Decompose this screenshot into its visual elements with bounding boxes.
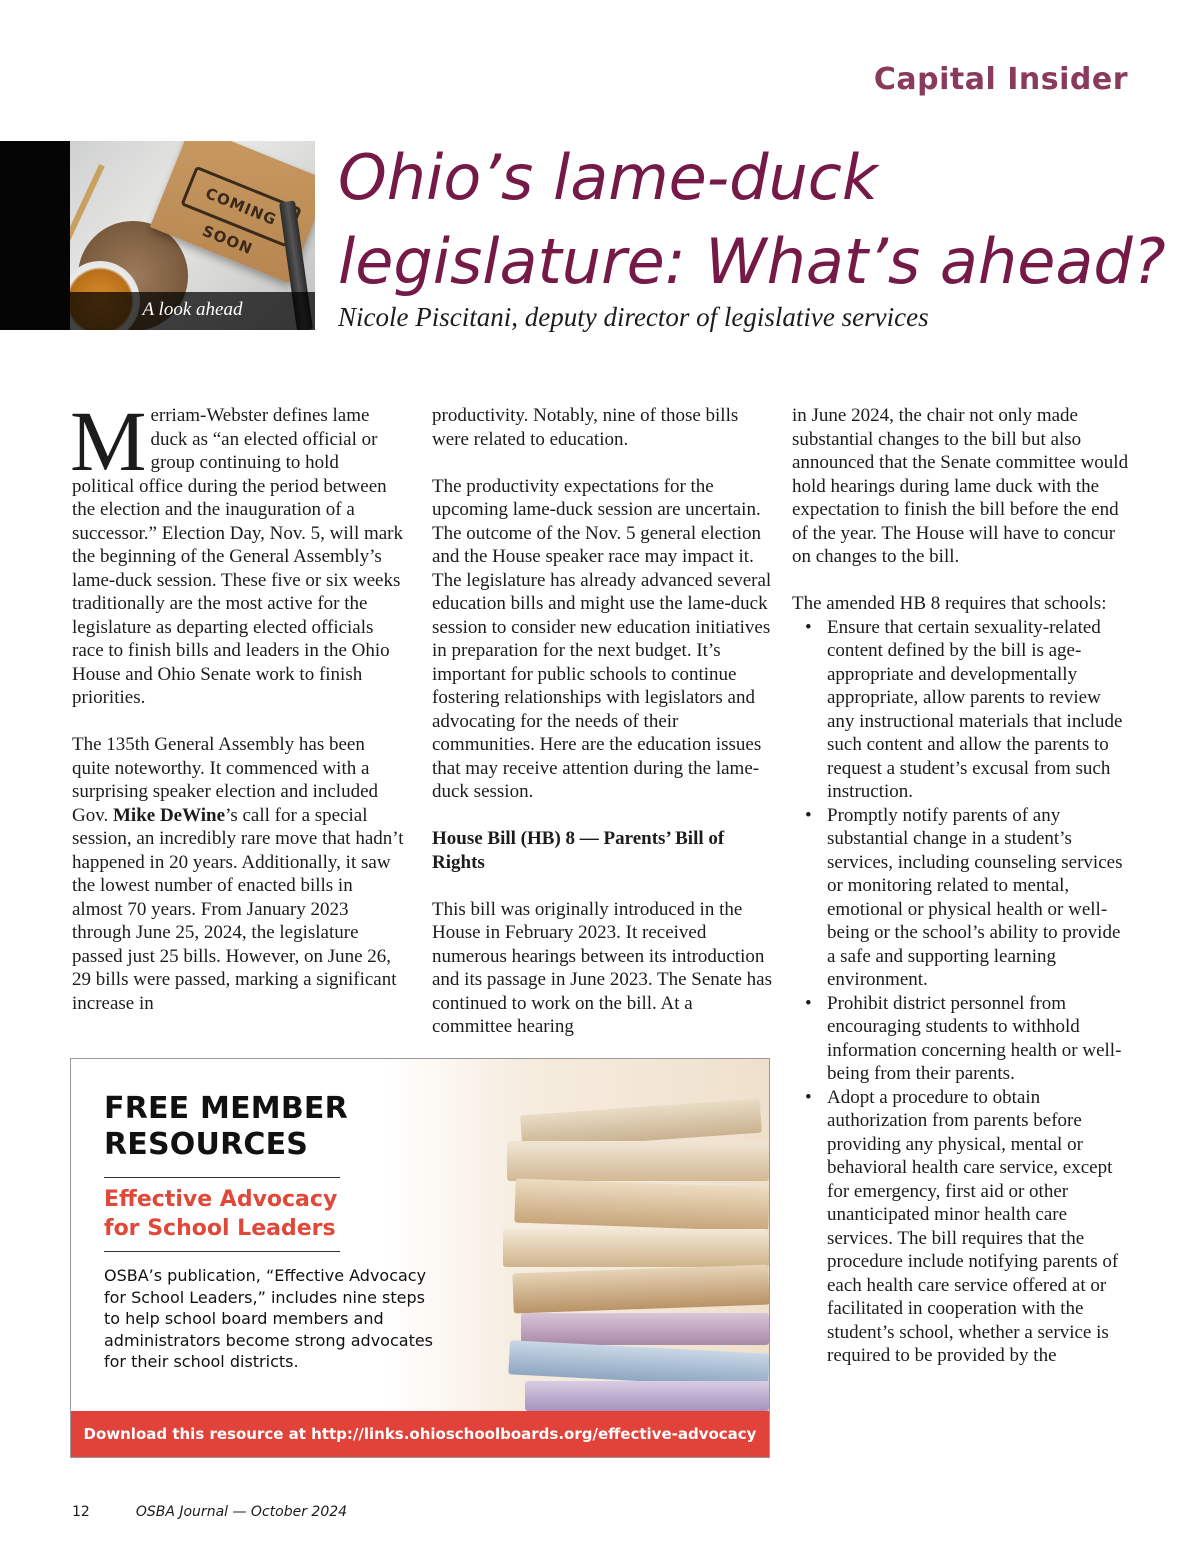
- article-column-3: [792, 404, 1132, 1368]
- paragraph-assembly-text-b: ’s call for a special session, an incredibly rare move that hadn’t happened in 20 years. Additionally, it saw the lowest number of enacted bills in almost 70 years. From January 2023 through June 25, 2024, the legislature passed just 25 bills. However, on June 26, 29 bills were passed, marking a significant increase in: [72, 804, 404, 1014]
- black-tab-accent: [0, 141, 70, 330]
- promo-divider: [104, 1177, 340, 1178]
- page-number: 12: [72, 1504, 90, 1520]
- page-footer: [72, 1504, 347, 1520]
- photo-stamp: COMING SOON: [180, 166, 301, 248]
- paragraph-hb8-history: This bill was originally introduced in the House in February 2023. It received numerous hearings between its introduction and its passage in June 2023. The Senate has continued to work on the bill. At a committee hearing: [432, 898, 772, 1037]
- paragraph-assembly-text-a: The 135th General Assembly has been quite noteworthy. It commenced with a surprising speaker election and included Gov.: [72, 734, 379, 826]
- promo-subtitle: [104, 1185, 337, 1243]
- publication-name: OSBA Journal — October 2024: [135, 1504, 348, 1520]
- requirements-list: [792, 616, 1132, 1368]
- promo-subtitle-line1: Effective Advocacy: [104, 1187, 338, 1212]
- list-item: • Adopt a procedure to obtain authorization from parents before providing any physical, mental or behavioral health care service, except for emergency, first aid or other unanticipated minor health care services. The bill requires that the procedure include notifying parents of each health care service offered at or facilitated in cooperation with the student’s school, whether a service is required to be provided by the: [827, 1086, 1132, 1368]
- list-item: • Prohibit district personnel from encouraging students to withhold information concerning health or well-being from their parents.: [827, 992, 1132, 1086]
- promo-body: OSBA’s publication, “Effective Advocacy for School Leaders,” includes nine steps to help school board members and administrators become strong advocates for their school districts.: [104, 1266, 434, 1371]
- list-item: • Promptly notify parents of any substantial change in a student’s services, including counseling services or monitoring related to mental, emotional or physical health or well-being or the school’s ability to provide a safe and supporting learning environment.: [827, 804, 1132, 992]
- photo-caption: A look ahead: [70, 292, 315, 330]
- promo-divider: [104, 1251, 340, 1252]
- book: [521, 1313, 769, 1345]
- download-link[interactable]: Download this resource at http://links.ohioschoolboards.org/effective-advocacy: [71, 1411, 769, 1457]
- drop-cap: M: [70, 393, 147, 489]
- book: [512, 1265, 769, 1314]
- article-column-2: [432, 404, 772, 1039]
- book: [514, 1179, 769, 1232]
- paragraph-expectations: The productivity expectations for the upcoming lame-duck session are uncertain. The outcome of the Nov. 5 general election and the House speaker race may impact it. The legislature has already advanced several education bills and might use the lame-duck session to consider new education initiatives in preparation for the next budget. It’s important for public schools to continue fostering relationships with legislators and advocating for the needs of their communities. Here are the education issues that may receive attention during the lame-duck session.: [432, 475, 772, 802]
- books-image: [501, 1079, 769, 1411]
- governor-name: Mike DeWine: [113, 804, 226, 826]
- promo-title-line2: RESOURCES: [104, 1127, 309, 1162]
- promo-title-line1: FREE MEMBER: [104, 1091, 348, 1126]
- book: [525, 1381, 769, 1411]
- article-headline: Ohio’s lame-duck legislature: What’s ahead?: [338, 141, 1166, 298]
- paragraph-intro: [70, 393, 404, 710]
- paragraph-assembly: [72, 733, 404, 1015]
- list-item: • Ensure that certain sexuality-related content defined by the bill is age-appropriate and developmentally appropriate, allow parents to review any instructional materials that include such content and allow the parents to request a student’s excusal from such instruction.: [827, 616, 1132, 804]
- paragraph-senate-changes: in June 2024, the chair not only made substantial changes to the bill but also announced that the Senate committee would hold hearings during lame duck with the expectation to finish the bill before the end of the year. The House will have to concur on changes to the bill.: [792, 405, 1129, 567]
- book: [507, 1141, 769, 1181]
- promo-box: [70, 1058, 770, 1458]
- book: [503, 1229, 769, 1267]
- promo-subtitle-line2: for School Leaders: [104, 1216, 336, 1241]
- paragraph-intro-text: erriam-Webster defines lame duck as “an elected official or group continuing to hold political office during the period between the election and the inauguration of a successor.” Election Day, Nov. 5, will mark the beginning of the General Assembly’s lame-duck session. These five or six weeks traditionally are the most active for the legislature as departing elected officials race to finish bills and leaders in the Ohio House and Ohio Senate work to finish priorities.: [72, 405, 404, 708]
- article-byline: Nicole Piscitani, deputy director of legislative services: [338, 302, 929, 332]
- subhead-hb8: House Bill (HB) 8 — Parents’ Bill of Rights: [432, 828, 725, 873]
- article-column-1: [70, 393, 404, 1015]
- section-label: Capital Insider: [873, 62, 1128, 97]
- paragraph-requirements-intro: The amended HB 8 requires that schools:: [792, 593, 1107, 614]
- paragraph-productivity: productivity. Notably, nine of those bills were related to education.: [432, 405, 739, 450]
- promo-title: [104, 1091, 348, 1163]
